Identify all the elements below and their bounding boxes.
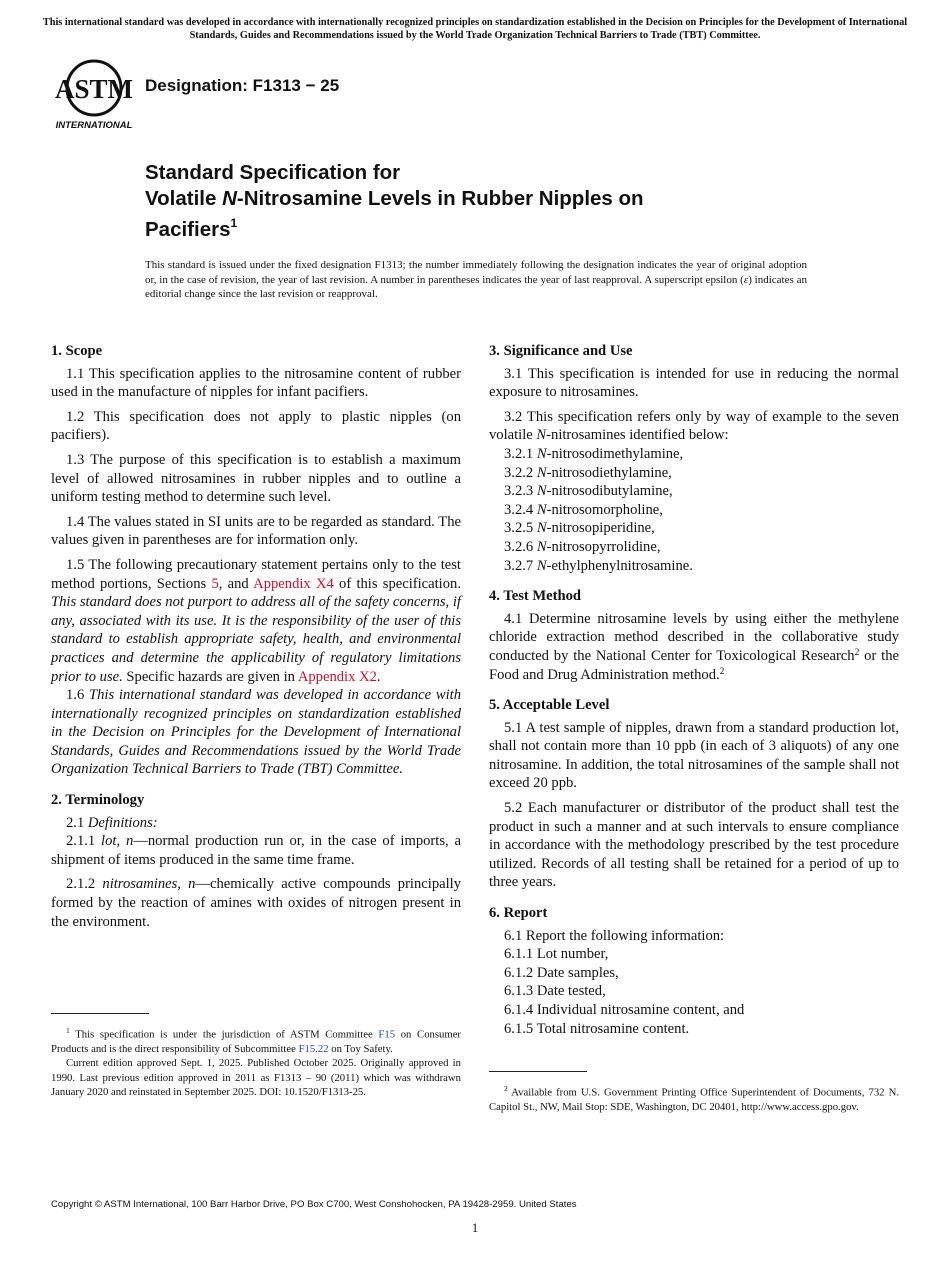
item-number: 3.2.1 — [504, 445, 537, 462]
item-text: -nitrosodibutylamine, — [546, 483, 673, 500]
italic-n: N — [536, 501, 547, 518]
title-line-3 — [145, 211, 644, 243]
item-text: -nitrosodimethylamine, — [546, 445, 684, 462]
title-text: Volatile — [145, 186, 223, 210]
title-line-2 — [145, 186, 644, 212]
link-committee-f15[interactable]: F15 — [378, 1028, 396, 1041]
text: 4.1 Determine nitrosamine levels by using either the methylene chloride extraction method described in the collaborative study conducted by the National Center for Toxicological Research — [489, 610, 899, 664]
item-text: -nitrosopyrrolidine, — [546, 538, 661, 555]
designation-notice — [145, 258, 807, 302]
item-number: 3.2.2 — [504, 464, 537, 481]
section-heading-terminology: 2. Terminology — [51, 792, 145, 809]
text: 2.1 — [66, 814, 88, 831]
section-heading-test-method: 4. Test Method — [489, 588, 582, 605]
paragraph-5-2: 5.2 Each manufacturer or distributor of the product shall test the product in such a manner and at such intervals to ensure compliance in accordance with the methodology prescribed by the test procedure utilized. Records of all testing shall be retained for a period of up to three years. — [489, 800, 899, 891]
definitions-label: Definitions: — [87, 814, 158, 831]
link-appendix-x2[interactable]: Appendix X2 — [297, 668, 377, 685]
item-number: 3.2.7 — [504, 557, 537, 574]
text: —chemically active compounds principally formed by the reaction of amines with oxides of nitrogen present in the environment. — [51, 876, 461, 930]
list-item — [489, 557, 899, 576]
text: of this specification. — [333, 575, 461, 592]
italic-n: N — [536, 427, 547, 444]
list-item: 6.1.2 Date samples, — [504, 964, 619, 981]
paragraph-1-3: 1.3 The purpose of this specification is to establish a maximum level of allowed nitrosamines in rubber nipples and to outline a uniform testing method to determine such level. — [51, 451, 461, 506]
list-item — [489, 464, 899, 483]
safety-caveat: This standard does not purport to address all of the safety concerns, if any, associated with its use. It is the responsibility of the user of this standard to establish appropriate safety, health, and environmental practices and determine the applicability of regulatory limitations prior to use. — [51, 594, 461, 685]
italic-n: N — [536, 520, 547, 537]
item-number: 3.2.4 — [504, 501, 537, 518]
footnote-mark: 2 — [504, 1084, 508, 1093]
italic-n: N — [536, 483, 547, 500]
list-item: 6.1.1 Lot number, — [504, 946, 609, 963]
paragraph-5-1: 5.1 A test sample of nipples, drawn from a standard production lot, shall not contain more than 10 ppb (in each of 3 aliquots) of any one nitrosamine. In addition, the total nitrosamines of the sample shall not exceed 20 ppb. — [489, 719, 899, 792]
section-heading-acceptable-level: 5. Acceptable Level — [489, 697, 610, 714]
list-item: 6.1.4 Individual nitrosamine content, and — [504, 1002, 745, 1018]
text: 3.2 This specification refers only by way of example to the seven volatile — [489, 408, 899, 444]
text: or the Food and Drug Administration method. — [489, 647, 899, 683]
list-item: 6.1.5 Total nitrosamine content. — [504, 1020, 690, 1037]
title-text: Pacifiers — [145, 218, 231, 241]
footnote-2 — [489, 1082, 899, 1114]
paragraph-1-4: 1.4 The values stated in SI units are to be regarded as standard. The values given in parentheses are for information only. — [51, 513, 461, 549]
paragraph-1-1: 1.1 This specification applies to the nitrosamine content of rubber used in the manufacture of nipples for infant pacifiers. — [51, 365, 461, 401]
report-list — [489, 927, 899, 1039]
text: This specification is under the jurisdiction of ASTM Committee — [69, 1028, 379, 1041]
item-text: -nitrosopiperidine, — [546, 520, 655, 537]
footnote-mark: 2 — [854, 647, 860, 658]
footnote-mark: 1 — [66, 1026, 70, 1035]
epsilon-symbol: ε — [743, 273, 749, 286]
title-text: -Nitrosamine Levels in Rubber Nipples on — [236, 186, 644, 210]
list-item — [489, 519, 899, 538]
footnote-1 — [51, 1024, 461, 1100]
paragraph-3-1: 3.1 This specification is intended for use in reducing the normal exposure to nitrosamines. — [489, 365, 899, 401]
footnote-1-para — [51, 1024, 461, 1056]
link-subcommittee-f15-22[interactable]: F15.22 — [298, 1042, 329, 1055]
list-item — [489, 501, 899, 520]
page-number: 1 — [471, 1221, 479, 1235]
list-item — [489, 445, 899, 464]
item-text: -nitrosomorpholine, — [546, 501, 663, 518]
italic-n: N — [536, 464, 547, 481]
text: Available from U.S. Government Printing Office Superintendent of Documents, 732 N. Capitol St., NW, Mail Stop: SDE, Washington, DC 20401, http://www.access.gpo.gov. — [489, 1086, 899, 1113]
text: 2.1.1 — [66, 833, 102, 850]
paragraph-1-2: 1.2 This specification does not apply to plastic nipples (on pacifiers). — [51, 408, 461, 444]
paragraph-3-2 — [489, 408, 899, 445]
italic-n: N — [536, 538, 547, 555]
item-number: 3.2.5 — [504, 520, 537, 537]
footnote-mark: 1 — [230, 216, 238, 230]
designation: Designation: F1313 − 25 — [145, 76, 340, 95]
list-item: 6.1.3 Date tested, — [504, 983, 606, 1000]
text: , and — [218, 575, 254, 592]
term: lot, n — [101, 833, 134, 850]
paragraph-2-1-1 — [51, 832, 461, 869]
item-text: -nitrosodiethylamine, — [546, 464, 672, 481]
list-item — [489, 482, 899, 501]
footnote-1-edition: Current edition approved Sept. 1, 2025. Published October 2025. Originally approved in 1990. Last previous edition approved in 2011 as F1313 – 90 (2011) which was withdrawn January 2020 and reinstated in September 2025. DOI: 10.1520/F1313-25. — [51, 1057, 461, 1099]
italic-n: N — [536, 557, 547, 574]
list-item: 6.1 Report the following information: — [504, 927, 725, 944]
text: 1.6 — [66, 687, 90, 704]
term: nitrosamines, n — [102, 876, 196, 893]
astm-logo — [52, 56, 136, 132]
logo-letters: ASTM — [54, 74, 134, 104]
text: on Consumer Products and is the direct responsibility of Subcommittee — [51, 1028, 461, 1055]
left-column — [51, 342, 461, 937]
text: . — [376, 668, 381, 685]
title-line-1: Standard Specification for — [145, 161, 401, 184]
tbt-statement: This international standard was developed in accordance with internationally recognized principles on standardization established in the Decision on Principles for the Development of International Standards, Guides and Recommendations issued by the World Trade Organization Technical Barriers to Trade (TBT) Committee. — [51, 687, 462, 778]
paragraph-2-1-2 — [51, 875, 461, 931]
link-appendix-x4[interactable]: Appendix X4 — [253, 575, 334, 592]
text: on Toy Safety. — [328, 1042, 393, 1055]
notice-text: ) indicates an editorial change since the last revision or reapproval. — [145, 273, 807, 301]
section-heading-scope: 1. Scope — [51, 343, 103, 359]
paragraph-1-5 — [51, 556, 461, 686]
footnote-2-para — [489, 1082, 899, 1114]
footnote-mark: 2 — [719, 666, 725, 677]
text: —normal production run or, in the case of imports, a shipment of items produced in the same time frame. — [51, 833, 461, 868]
paragraph-2-1 — [51, 814, 461, 833]
logo-subtext: INTERNATIONAL — [55, 120, 133, 131]
item-number: 3.2.6 — [504, 538, 537, 555]
notice-text: This standard is issued under the fixed designation F1313; the number immediately following the designation indicates the year of original adoption or, in the case of revision, the year of last revision. A number in parentheses indicates the year of last reapproval. A superscript epsilon ( — [145, 259, 807, 286]
item-number: 3.2.3 — [504, 483, 537, 500]
italic-n: N — [536, 445, 547, 462]
tbt-banner: This international standard was developed in accordance with internationally recognized principles on standardization established in the Decision on Principles for the Development of International Standards, Guides and Recommendations issued by the World Trade Organization Technical Barriers to Trade (TBT) Committee. — [42, 17, 908, 41]
paragraph-4-1 — [489, 610, 899, 684]
item-text: -ethylphenylnitrosamine. — [546, 557, 693, 574]
section-heading-report: 6. Report — [489, 905, 548, 922]
document-title — [145, 160, 644, 243]
footnote-divider — [489, 1071, 587, 1072]
text: Specific hazards are given in — [122, 668, 298, 685]
link-section-5[interactable]: 5 — [211, 575, 219, 592]
section-heading-significance: 3. Significance and Use — [489, 343, 633, 359]
text: 1.5 The following precautionary statement pertains only to the test method portions, Sections — [51, 556, 461, 592]
paragraph-1-6 — [51, 686, 461, 779]
text: 2.1.2 — [66, 876, 103, 893]
footnote-divider — [51, 1013, 149, 1014]
text: -nitrosamines identified below: — [546, 427, 729, 444]
title-italic-n: N — [222, 186, 237, 210]
nitrosamine-list — [489, 445, 899, 575]
copyright-notice: Copyright © ASTM International, 100 Barr Harbor Drive, PO Box C700, West Conshohocken, PA 19428-2959. United States — [51, 1199, 577, 1210]
list-item — [489, 538, 899, 557]
right-column — [489, 342, 899, 1038]
